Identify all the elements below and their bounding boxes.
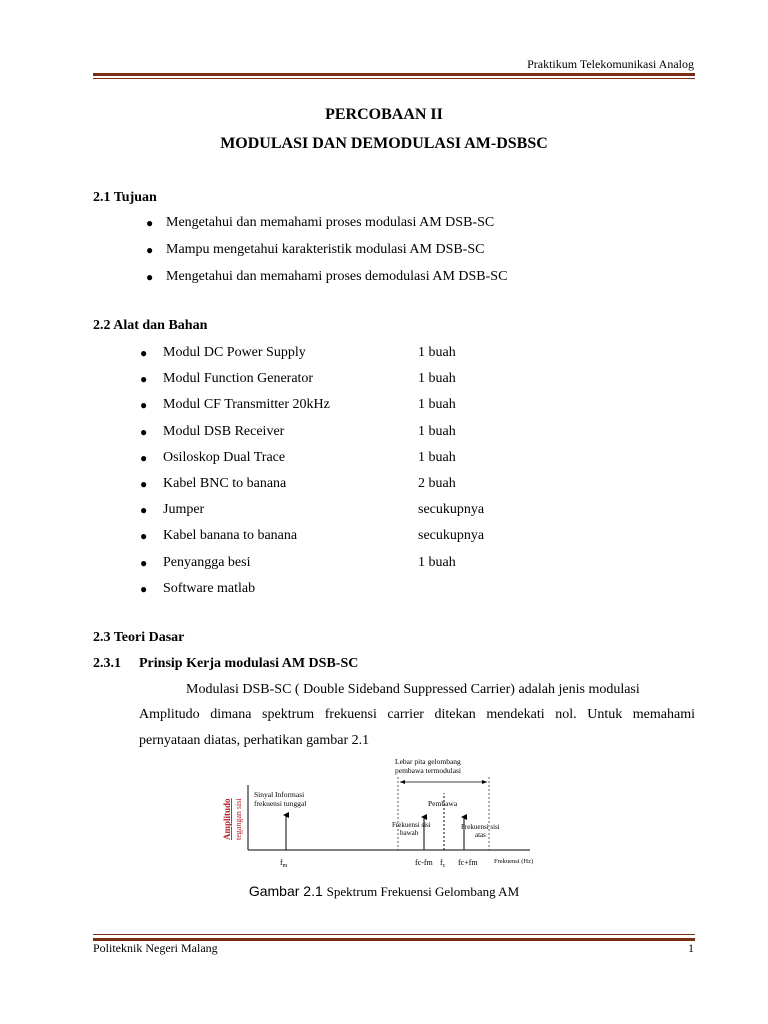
label-frek-atas: Frekuensi sisi: [461, 823, 500, 831]
list-item-name: Jumper: [163, 502, 205, 517]
paragraph-line: pernyataan diatas, perhatikan gambar 2.1: [139, 733, 370, 748]
label-sinyal-informasi-2: frekuensi tunggal: [254, 799, 307, 808]
header-rule-thick: [93, 73, 695, 76]
bullet-icon: ●: [140, 398, 148, 412]
bullet-icon: ●: [140, 372, 148, 386]
section-heading-teori: 2.3 Teori Dasar: [93, 630, 185, 645]
bullet-icon: ●: [140, 477, 148, 491]
label-pembawa: Pembawa: [428, 799, 458, 808]
tick-fc-minus-fm: fc-fm: [415, 858, 433, 867]
y-axis-label-2: tegangan sisi: [234, 798, 243, 840]
running-header: Praktikum Telekomunikasi Analog: [527, 57, 694, 71]
bullet-icon: ●: [140, 529, 148, 543]
label-frek-atas-2: atas: [475, 831, 486, 839]
list-item: Mengetahui dan memahami proses modulasi AM DSB-SC: [166, 215, 495, 230]
experiment-number: PERCOBAAN II: [325, 106, 443, 123]
list-item-name: Modul DC Power Supply: [163, 345, 306, 360]
list-item: Mampu mengetahui karakteristik modulasi AM DSB-SC: [166, 242, 485, 257]
experiment-title: MODULASI DAN DEMODULASI AM-DSBSC: [220, 135, 548, 152]
bullet-icon: ●: [146, 216, 154, 230]
list-item-qty: 1 buah: [418, 450, 456, 465]
list-item-qty: 1 buah: [418, 345, 456, 360]
tick-fc-plus-fm: fc+fm: [458, 858, 478, 867]
header-rule-thin: [93, 78, 695, 79]
bullet-icon: ●: [140, 425, 148, 439]
subsection-title: Prinsip Kerja modulasi AM DSB-SC: [139, 656, 359, 671]
bullet-icon: ●: [140, 451, 148, 465]
list-item-qty: secukupnya: [418, 528, 485, 543]
list-item-name: Penyangga besi: [163, 555, 251, 570]
list-item-name: Modul Function Generator: [163, 371, 314, 386]
bullet-icon: ●: [140, 556, 148, 570]
section-heading-tujuan: 2.1 Tujuan: [93, 190, 157, 205]
label-frek-bawah-2: bawah: [400, 829, 419, 837]
label-frek-bawah: Frekuensi sisi: [392, 821, 431, 829]
page-number: 1: [688, 941, 694, 955]
paragraph-line: Amplitudo dimana spektrum frekuensi carrier ditekan mendekati nol. Untuk memahami: [139, 707, 695, 722]
list-item-qty: 2 buah: [418, 476, 456, 491]
list-item-qty: 1 buah: [418, 397, 456, 412]
caption-text: Spektrum Frekuensi Gelombang AM: [326, 884, 520, 899]
list-item-qty: secukupnya: [418, 502, 485, 517]
label-lebar-pita: Lebar pita gelombang: [395, 757, 461, 766]
band-arrow-right-icon: [482, 780, 487, 784]
label-lebar-pita-2: pembawa termodulasi: [395, 766, 462, 775]
band-arrow-left-icon: [400, 780, 405, 784]
label-sinyal-informasi: Sinyal Informasi: [254, 790, 305, 799]
am-spectrum-figure: [200, 755, 560, 870]
bullet-icon: ●: [146, 270, 154, 284]
footer-institution: Politeknik Negeri Malang: [93, 941, 218, 955]
list-item: Mengetahui dan memahami proses demodulasi AM DSB-SC: [166, 269, 508, 284]
bullet-icon: ●: [140, 346, 148, 360]
list-item-name: Software matlab: [163, 581, 256, 596]
list-item-name: Modul DSB Receiver: [163, 424, 285, 439]
tick-fm: $f_m$: [280, 858, 288, 869]
list-item-name: Kabel banana to banana: [163, 528, 298, 543]
list-item-name: Modul CF Transmitter 20kHz: [163, 397, 330, 412]
bullet-icon: ●: [140, 503, 148, 517]
x-axis-label: Frekuensi (Hz): [494, 858, 534, 865]
tick-fc: $f_c$: [440, 858, 446, 869]
footer-rule-thin: [93, 934, 695, 935]
bullet-icon: ●: [140, 582, 148, 596]
list-item-qty: 1 buah: [418, 371, 456, 386]
paragraph-line: Modulasi DSB-SC ( Double Sideband Suppressed Carrier) adalah jenis modulasi: [186, 682, 640, 697]
figure-caption: [0, 883, 768, 900]
list-item-qty: 1 buah: [418, 424, 456, 439]
list-item-name: Osiloskop Dual Trace: [163, 450, 286, 465]
list-item-qty: 1 buah: [418, 555, 456, 570]
subsection-number: 2.3.1: [93, 656, 121, 671]
caption-label: Gambar 2.1: [248, 883, 323, 899]
list-item-name: Kabel BNC to banana: [163, 476, 287, 491]
section-heading-alat: 2.2 Alat dan Bahan: [93, 318, 208, 333]
bullet-icon: ●: [146, 243, 154, 257]
y-axis-label: Amplitudo: [222, 798, 232, 840]
